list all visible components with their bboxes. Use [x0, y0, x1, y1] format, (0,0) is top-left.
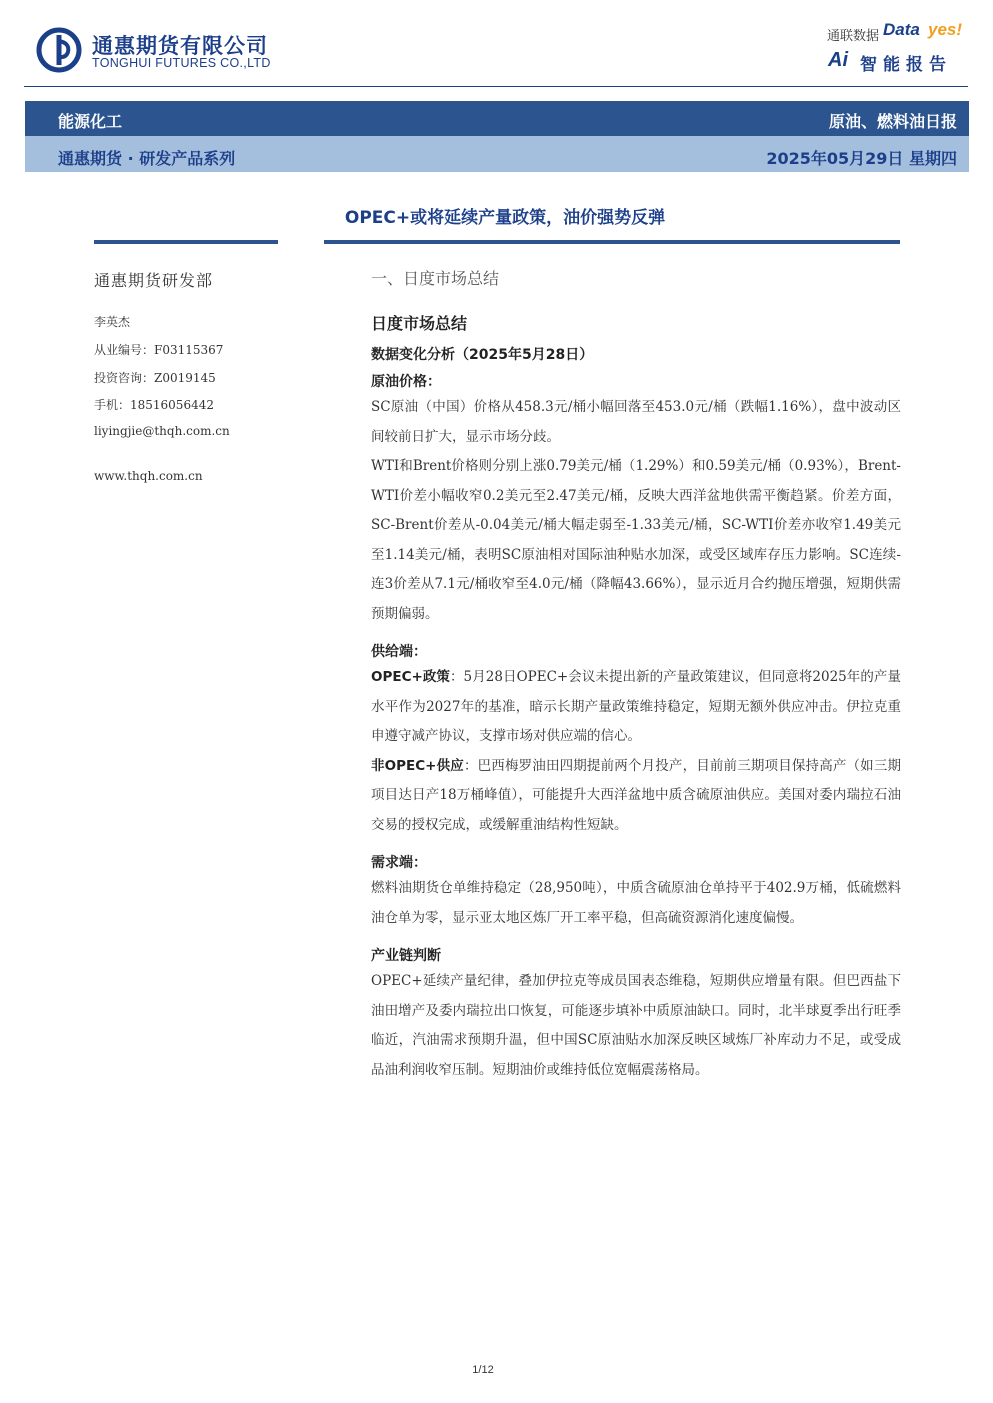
ai-logo: Ai [828, 49, 848, 71]
non-opec-lead: 非OPEC+供应 [371, 757, 464, 774]
supply-heading: 供给端： [371, 644, 427, 660]
partner-name-cn: 通联数据 [827, 29, 880, 44]
partner-name-en: Data [883, 20, 920, 39]
opec-policy-text: ：5月28日OPEC+会议未提出新的产量政策建议，但同意将2025年的产量水平作为2027年的基准，暗示长期产量政策维持稳定，短期无额外供应冲击。伊拉克重申遵守减产协议，支撑市场对供应端的信心。 [371, 669, 901, 744]
opec-policy-paragraph [371, 663, 901, 752]
spacer [371, 629, 901, 641]
ai-report-label: 智能报告 [860, 55, 952, 75]
crude-price-paragraph-2: WTI和Brent价格则分别上涨0.79美元/桶（1.29%）和0.59美元/桶（0.93%），Brent-WTI价差小幅收窄0.2美元至2.47美元/桶，反映大西洋盆地供需平衡趋紧。价差方面，SC-Brent价差从-0.04美元/桶大幅走弱至-1.33美元/桶，SC-WTI价差亦收窄1.49美元至1.14美元/桶，表明SC原油相对国际油种贴水加深，或受区域库存压力影响。SC连续-连3价差从7.1元/桶收窄至4.0元/桶（降幅43.66%），显示近月合约抛压增强，短期供需预期偏弱。 [371, 458, 901, 622]
summary-heading: 日度市场总结 [371, 314, 468, 333]
series-label: 通惠期货 · 研发产品系列 [58, 149, 236, 168]
industry-chain-paragraph: OPEC+延续产量纪律，叠加伊拉克等成员国表态维稳，短期供应增量有限。但巴西盐下油田增产及委内瑞拉出口恢复，可能逐步填补中质原油缺口。同时，北半球夏季出行旺季临近，汽油需求预期升温，但中国SC原油贴水加深反映区域炼厂补库动力不足，或受成品油利润收窄压制。短期油价或维持低位宽幅震荡格局。 [371, 973, 901, 1078]
header-divider [24, 86, 968, 87]
industry-chain-heading: 产业链判断 [371, 948, 441, 964]
consult-number: 投资咨询：Z0019145 [94, 371, 216, 385]
spacer [371, 840, 901, 852]
license-number: 从业编号：F03115367 [94, 343, 224, 357]
spacer [371, 933, 901, 945]
demand-paragraph: 燃料油期货仓单维持稳定（28,950吨），中质含硫原油仓单持平于402.9万桶，低硫燃料油仓单为零，显示亚太地区炼厂开工率平稳，但高硫资源消化速度偏慢。 [371, 880, 901, 926]
sidebar-rule [94, 240, 278, 244]
main-rule [324, 240, 900, 244]
category-label: 能源化工 [58, 112, 123, 131]
company-name-en: TONGHUI FUTURES CO.,LTD [92, 56, 271, 70]
email-link[interactable]: liyingjie@thqh.com.cn [94, 424, 230, 438]
crude-price-paragraph-1: SC原油（中国）价格从458.3元/桶小幅回落至453.0元/桶（跌幅1.16%），盘中波动区间较前日扩大，显示市场分歧。 [371, 399, 901, 445]
non-opec-paragraph [371, 752, 901, 841]
opec-policy-lead: OPEC+政策 [371, 669, 450, 685]
section-title: 一、日度市场总结 [371, 269, 500, 288]
partner-name-en-accent: yes! [928, 20, 963, 39]
analyst-name: 李英杰 [94, 315, 131, 329]
category-band [25, 101, 969, 136]
report-date: 2025年05月29日 星期四 [766, 149, 957, 168]
tonghui-logo-icon [36, 27, 82, 73]
company-name-cn: 通惠期货有限公司 [92, 34, 268, 58]
phone-number: 手机：18516056442 [94, 398, 214, 412]
department-name: 通惠期货研发部 [94, 271, 214, 290]
demand-heading: 需求端： [371, 855, 427, 871]
crude-price-heading: 原油价格： [371, 374, 441, 390]
website-link[interactable]: www.thqh.com.cn [94, 469, 203, 483]
main-content [371, 266, 901, 1085]
non-opec-text: ：巴西梅罗油田四期提前两个月投产，目前前三期项目保持高产（如三期项目达日产18万桶峰值），可能提升大西洋盆地中质含硫原油供应。美国对委内瑞拉石油交易的授权完成，或缓解重油结构性短缺。 [371, 757, 902, 833]
page-number: 1/12 [472, 1364, 494, 1376]
report-type-label: 原油、燃料油日报 [828, 112, 957, 131]
data-analysis-heading: 数据变化分析（2025年5月28日） [371, 347, 594, 363]
report-title: OPEC+或将延续产量政策，油价强势反弹 [344, 208, 666, 228]
